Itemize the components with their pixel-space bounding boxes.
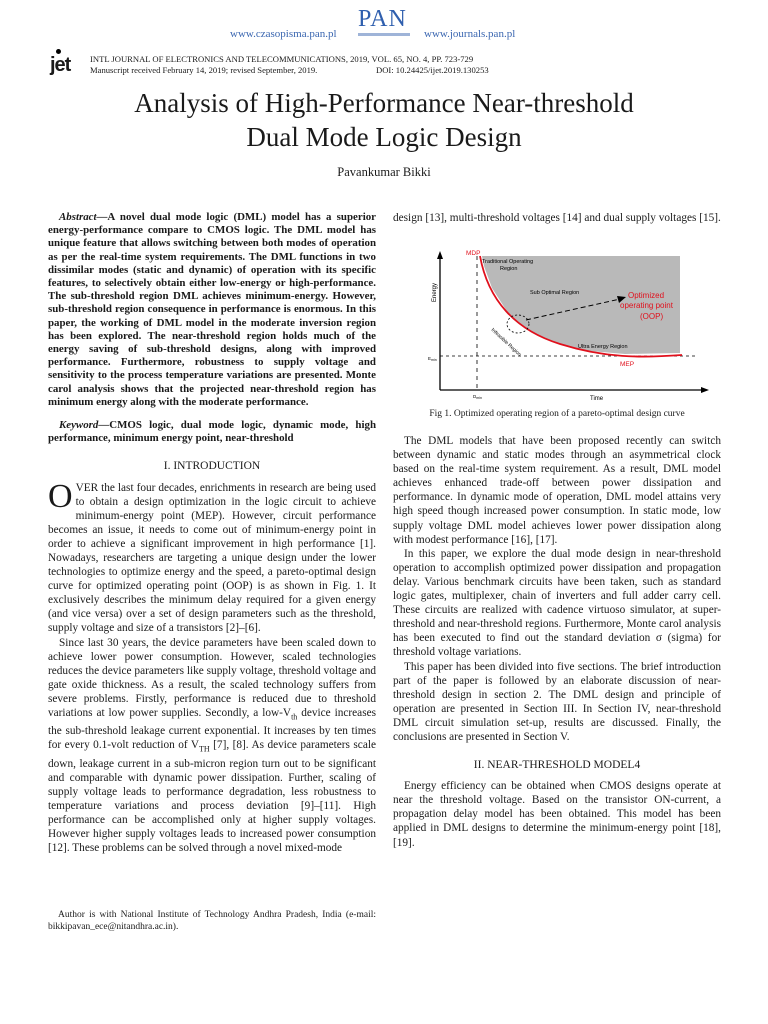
intro-p2-text-b: device increases the sub-threshold leakage current exponential. It increases by ten times for every 0.1-volt reduction of V	[48, 707, 376, 752]
x-axis-label: Time	[590, 396, 604, 402]
this-paper-paragraph: In this paper, we explore the dual mode design in near-threshold operation to accomplish optimized power dissipation and propagation delay. Various benchmark circuits have been taken, such as standard logic gates, multiplexer, chain of inverters and full adder carry cell. These circuits are realized with cadence virtuoso simulator, at super-threshold and near-threshold regions. Furthermore, Monte carol analysis has been executed to find out the standard deviation σ (sigma) for threshold voltage variations.	[393, 547, 721, 659]
section-heading-introduction: I. INTRODUCTION	[163, 460, 261, 473]
journal-url-right[interactable]: www.journals.pan.pl	[424, 28, 516, 40]
oop-label-3: (OOP)	[640, 312, 664, 321]
author-footnote: Author is with National Institute of Technology Andhra Pradesh, India (e-mail: bikkipavan_ece@nitandhra.ac.in).	[48, 910, 376, 932]
emin-label-main: E	[428, 356, 432, 361]
energy-paragraph: Energy efficiency can be obtained when CMOS designs operate at near the threshold voltage. Based on the transistor ON-current, a propagation delay model has been obtained. This model has been applied in DML designs to determine the minimum-energy point [18], [19].	[393, 780, 721, 849]
manuscript-line: Manuscript received February 14, 2019; revised September, 2019.	[90, 65, 318, 75]
y-axis-arrow	[437, 251, 443, 259]
traditional-region-label-2: Region	[500, 266, 518, 272]
infeasible-region-label: Infeasible Region	[489, 327, 522, 358]
abstract-label: Abstract	[59, 211, 97, 223]
paper-title-line1: Analysis of High-Performance Near-threshold	[134, 88, 634, 118]
mdp-label: MDP	[466, 250, 481, 257]
keywords-text: —CMOS logic, dual mode logic, dynamic mode, high performance, minimum energy point, near-threshold	[48, 419, 376, 445]
abstract	[48, 211, 376, 409]
journal-url-left[interactable]: www.czasopisma.pan.pl	[230, 28, 337, 40]
left-column	[48, 211, 376, 855]
dmin-label	[473, 394, 482, 400]
dmin-label-main: D	[473, 394, 477, 399]
mep-label: MEP	[620, 361, 635, 368]
y-axis-label: Energy	[432, 282, 438, 302]
oop-label-2: operating point	[620, 301, 673, 310]
x-axis-arrow	[701, 387, 709, 393]
section-heading-near-threshold: II. NEAR-THRESHOLD MODEL4	[473, 759, 641, 772]
figure-caption: Fig 1. Optimized operating region of a pareto-optimal design curve	[429, 409, 685, 419]
intro-paragraph-1	[48, 477, 376, 636]
vth-subscript-2: TH	[199, 744, 210, 754]
pareto-figure	[430, 248, 716, 406]
right-column-body	[393, 434, 721, 850]
right-column-top	[393, 211, 721, 225]
dmin-label-sub: min	[476, 396, 482, 400]
dml-paragraph: The DML models that have been proposed recently can switch between dynamic and static modes through an asymmetrical clock based on the real-time system requirement. As a result, DML model achieves enhanced trade-off between power dissipation and performance. In dynamic mode of operation, DML model attains very high speed though increased power consumption. In static mode, low supply voltage DML model achieves lower power dissipation along with modest performance [16], [17].	[393, 435, 721, 546]
intro-p2-text-a: Since last 30 years, the device parameters have been scaled down to achieve lower power consumption. However, scaled technologies reduces the device parameters like supply voltage, threshold voltage and gate oxide thickness. As a result, the scaled technology suffers from severe problems. Firstly, performance is reduced due to threshold variations at low power supplies. Secondly, a low-V	[48, 636, 376, 720]
division-paragraph: This paper has been divided into five sections. The brief introduction part of the paper is followed by an elaborate discussion of near-threshold design in section 2. The DML design and principle of operation are presented in Section III. In Section IV, near-threshold DML circuit simulation set-up, results are discussed. Finally, the conclusions are presented in Section V.	[393, 660, 721, 743]
emin-label	[428, 356, 437, 362]
right-col-continuation: design [13], multi-threshold voltages [14] and dual supply voltages [15].	[393, 212, 721, 224]
pan-logo-underline	[358, 33, 410, 36]
intro-p1-text: VER the last four decades, enrichments in research are being used to obtain a design optimization in the logic circuit to achieve minimum-energy point (MEP). However, circuit performance becomes an issue, it needs to come out of minimum-energy point in order to achieve a significant improvement in high performance [1]. Nowadays, researchers are targeting a unique design under the lower technologies to optimize energy and the speed, a pareto-optimal design curve for optimized operating point (OOP) is as shown in Fig. 1. It exclusively describes the minimum delay required for a given energy (and vice versa) over a set of design parameters such as the threshold, supply voltage and size of a transistors [2]–[6].	[48, 481, 376, 635]
ultra-energy-label: Ultra Energy Region	[578, 344, 628, 350]
traditional-region-label-1: Traditional Operating	[482, 259, 534, 265]
vth-subscript: th	[291, 712, 298, 722]
intro-p2-text-c: [7], [8]. As device parameters scale down, leakage current in a sub-micron region turn out to be significant and comparable with dynamic power dissipation. Further, scaling of supply voltage leads to performance degradation, less robustness to temperature variations and process deviation [9]–[11]. High performance can be accomplished only at higher supply voltages. However higher supply voltages leads to increased power consumption [12]. These problems can be solved through a novel mixed-mode	[48, 739, 376, 855]
paper-title-line2: Dual Mode Logic Design	[246, 122, 522, 152]
paper-author: Pavankumar Bikki	[337, 165, 431, 179]
paper-title	[40, 86, 728, 154]
jet-logo: jet	[50, 54, 71, 76]
intro-paragraph-2	[48, 636, 376, 856]
pan-logo: PAN	[358, 6, 407, 32]
emin-label-sub: min	[431, 358, 437, 362]
oop-label-1: Optimized	[628, 291, 665, 300]
keywords-label: Keyword	[59, 419, 99, 432]
sub-optimal-label: Sub Optimal Region	[530, 290, 580, 296]
doi[interactable]: DOI: 10.24425/ijet.2019.130253	[376, 65, 489, 75]
drop-cap: O	[48, 477, 73, 515]
keywords	[48, 419, 376, 445]
journal-line: INTL JOURNAL OF ELECTRONICS AND TELECOMMUNICATIONS, 2019, VOL. 65, NO. 4, PP. 723-729	[90, 54, 474, 64]
abstract-text: —A novel dual mode logic (DML) model has a superior energy-performance compare to CMOS logic. The DML model has unique feature that allows switching between both modes of operation as per the real-time system requirements. The DML functions in two dissimilar modes (static and dynamic) of operation with its specific features, to selectively obtain either low-energy or high-performance. The sub-threshold region DML achieves minimum-energy. However, sub-threshold region consequence in performance is enormous. In this paper, the working of DML model in the moderate inversion region has been explored. The near-threshold region holds much of the energy saving of sub-threshold designs, along with improved performance. Furthermore, robustness to supply voltage and sensitivity to the process temperature variations are presented. Monte carol analysis shows that the projected near-threshold region has minimum energy along with the moderate performance.	[48, 211, 376, 408]
